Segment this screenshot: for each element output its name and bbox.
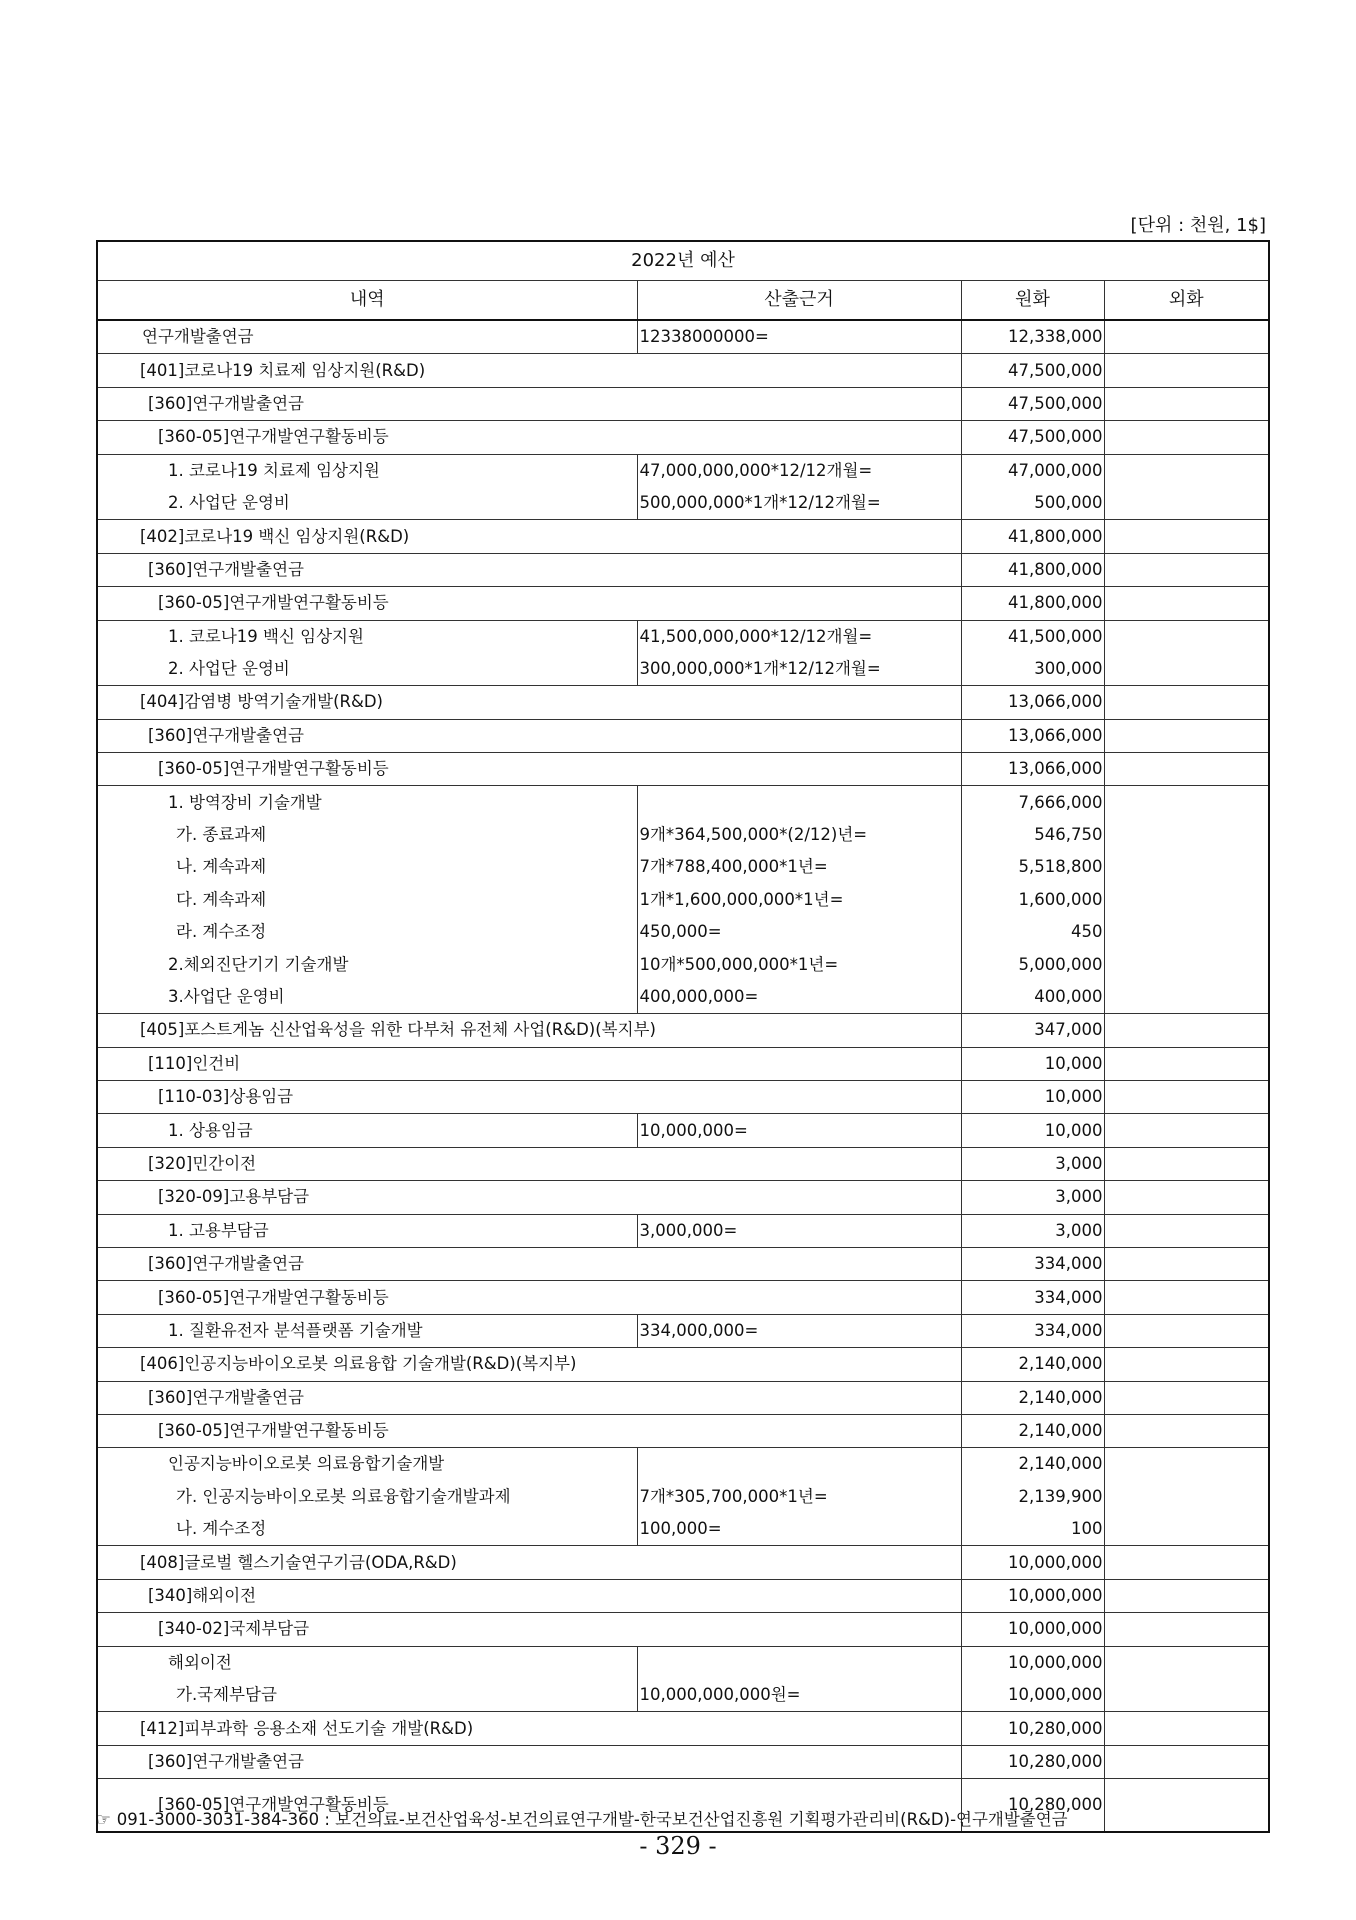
row-item: 가. 종료과제	[97, 819, 637, 851]
row-foreign	[1104, 1481, 1269, 1513]
table-row	[97, 1047, 1269, 1080]
table-row	[97, 851, 1269, 883]
row-krw: 3,000	[961, 1147, 1104, 1180]
row-basis: 10,000,000,000원=	[637, 1679, 961, 1712]
row-item: [360-05]연구개발연구활동비등	[97, 1779, 961, 1833]
table-row	[97, 1546, 1269, 1579]
row-item: [412]피부과학 응용소재 선도기술 개발(R&D)	[97, 1712, 961, 1745]
row-foreign	[1104, 487, 1269, 520]
row-basis: 100,000=	[637, 1513, 961, 1546]
row-foreign	[1104, 981, 1269, 1014]
row-foreign	[1104, 1679, 1269, 1712]
row-foreign	[1104, 354, 1269, 387]
row-foreign	[1104, 719, 1269, 752]
row-item: [401]코로나19 치료제 임상지원(R&D)	[97, 354, 961, 387]
row-krw: 2,140,000	[961, 1414, 1104, 1447]
row-item: [360]연구개발출연금	[97, 719, 961, 752]
row-basis: 1개*1,600,000,000*1년=	[637, 884, 961, 916]
table-row	[97, 1247, 1269, 1280]
unit-label: [단위 : 천원, 1$]	[1130, 215, 1266, 236]
budget-table	[96, 240, 1270, 1833]
table-row	[97, 1712, 1269, 1745]
header-basis: 산출근거	[637, 281, 961, 321]
row-krw: 2,140,000	[961, 1348, 1104, 1381]
row-foreign	[1104, 587, 1269, 620]
row-basis: 10,000,000=	[637, 1114, 961, 1147]
table-body	[97, 320, 1269, 1832]
table-row	[97, 320, 1269, 354]
row-basis: 7개*305,700,000*1년=	[637, 1481, 961, 1513]
row-krw: 2,140,000	[961, 1448, 1104, 1481]
row-foreign	[1104, 1414, 1269, 1447]
row-foreign	[1104, 387, 1269, 420]
row-krw: 400,000	[961, 981, 1104, 1014]
row-foreign	[1104, 686, 1269, 719]
row-foreign	[1104, 1513, 1269, 1546]
row-foreign	[1104, 1546, 1269, 1579]
table-row	[97, 1513, 1269, 1546]
row-item: 1. 방역장비 기술개발	[97, 786, 637, 819]
row-basis	[637, 1448, 961, 1481]
row-foreign	[1104, 1579, 1269, 1612]
table-row	[97, 686, 1269, 719]
row-krw: 5,000,000	[961, 948, 1104, 980]
row-basis: 47,000,000,000*12/12개월=	[637, 454, 961, 487]
row-krw: 10,000	[961, 1047, 1104, 1080]
row-basis: 300,000,000*1개*12/12개월=	[637, 653, 961, 686]
row-krw: 47,000,000	[961, 454, 1104, 487]
row-basis	[637, 1646, 961, 1679]
table-row	[97, 487, 1269, 520]
row-item: 3.사업단 운영비	[97, 981, 637, 1014]
table-title: 2022년 예산	[97, 241, 1269, 281]
table-row	[97, 1448, 1269, 1481]
row-item: [360-05]연구개발연구활동비등	[97, 421, 961, 454]
row-item: 1. 코로나19 백신 임상지원	[97, 620, 637, 653]
row-item: [360-05]연구개발연구활동비등	[97, 753, 961, 786]
row-basis: 9개*364,500,000*(2/12)년=	[637, 819, 961, 851]
table-row	[97, 1214, 1269, 1247]
table-row	[97, 354, 1269, 387]
row-item: [360]연구개발출연금	[97, 553, 961, 586]
row-foreign	[1104, 1247, 1269, 1280]
row-item: [360]연구개발출연금	[97, 1247, 961, 1280]
row-krw: 12,338,000	[961, 320, 1104, 354]
table-row	[97, 520, 1269, 553]
table-row	[97, 1646, 1269, 1679]
row-krw: 41,800,000	[961, 587, 1104, 620]
row-foreign	[1104, 1047, 1269, 1080]
table-row	[97, 1745, 1269, 1778]
table-row	[97, 719, 1269, 752]
row-item: 2. 사업단 운영비	[97, 487, 637, 520]
row-krw: 300,000	[961, 653, 1104, 686]
row-krw: 1,600,000	[961, 884, 1104, 916]
table-row	[97, 454, 1269, 487]
row-item: [340]해외이전	[97, 1579, 961, 1612]
row-item: [404]감염병 방역기술개발(R&D)	[97, 686, 961, 719]
row-item: [340-02]국제부담금	[97, 1613, 961, 1646]
row-item: 라. 계수조정	[97, 916, 637, 948]
row-krw: 7,666,000	[961, 786, 1104, 819]
row-item: 1. 질환유전자 분석플랫폼 기술개발	[97, 1314, 637, 1347]
row-foreign	[1104, 1114, 1269, 1147]
row-foreign	[1104, 320, 1269, 354]
row-item: 연구개발출연금	[97, 320, 637, 354]
row-foreign	[1104, 1779, 1269, 1833]
row-item: [110]인건비	[97, 1047, 961, 1080]
page-number: - 329 -	[639, 1832, 717, 1860]
row-foreign	[1104, 948, 1269, 980]
row-basis: 334,000,000=	[637, 1314, 961, 1347]
row-krw: 10,000,000	[961, 1613, 1104, 1646]
row-krw: 47,500,000	[961, 387, 1104, 420]
row-krw: 347,000	[961, 1014, 1104, 1047]
header-foreign: 외화	[1104, 281, 1269, 321]
row-item: [360]연구개발출연금	[97, 1745, 961, 1778]
table-row	[97, 1414, 1269, 1447]
row-item: [360-05]연구개발연구활동비등	[97, 1281, 961, 1314]
table-row	[97, 753, 1269, 786]
row-item: [320-09]고용부담금	[97, 1181, 961, 1214]
footnote-text: 091-3000-3031-384-360 : 보건의료-보건산업육성-보건의료연구개발-한국보건산업진흥원 기획평가관리비(R&D)-연구개발출연금	[116, 1810, 1068, 1829]
row-item: 해외이전	[97, 1646, 637, 1679]
row-item: 나. 계수조정	[97, 1513, 637, 1546]
row-krw: 10,280,000	[961, 1779, 1104, 1833]
row-foreign	[1104, 753, 1269, 786]
pointing-hand-icon: ☞	[96, 1810, 111, 1829]
row-item: 가.국제부담금	[97, 1679, 637, 1712]
row-krw: 3,000	[961, 1214, 1104, 1247]
row-krw: 41,800,000	[961, 553, 1104, 586]
table-row	[97, 1014, 1269, 1047]
row-basis: 12338000000=	[637, 320, 961, 354]
table-row	[97, 653, 1269, 686]
row-basis	[637, 786, 961, 819]
row-item: 인공지능바이오로봇 의료융합기술개발	[97, 1448, 637, 1481]
row-krw: 334,000	[961, 1281, 1104, 1314]
footnote	[96, 1806, 1068, 1830]
row-foreign	[1104, 1381, 1269, 1414]
table-row	[97, 1579, 1269, 1612]
row-krw: 13,066,000	[961, 719, 1104, 752]
row-item: 2. 사업단 운영비	[97, 653, 637, 686]
row-krw: 334,000	[961, 1314, 1104, 1347]
row-krw: 500,000	[961, 487, 1104, 520]
row-foreign	[1104, 1281, 1269, 1314]
row-krw: 41,500,000	[961, 620, 1104, 653]
table-row	[97, 1147, 1269, 1180]
row-krw: 13,066,000	[961, 686, 1104, 719]
row-foreign	[1104, 786, 1269, 819]
row-krw: 10,000,000	[961, 1679, 1104, 1712]
row-krw: 41,800,000	[961, 520, 1104, 553]
table-row	[97, 553, 1269, 586]
row-foreign	[1104, 553, 1269, 586]
table-row	[97, 1114, 1269, 1147]
row-foreign	[1104, 454, 1269, 487]
table-row	[97, 1181, 1269, 1214]
row-foreign	[1104, 1214, 1269, 1247]
table-row	[97, 1613, 1269, 1646]
row-krw: 334,000	[961, 1247, 1104, 1280]
row-basis: 3,000,000=	[637, 1214, 961, 1247]
row-krw: 10,000	[961, 1080, 1104, 1113]
table-row	[97, 981, 1269, 1014]
row-krw: 450	[961, 916, 1104, 948]
row-foreign	[1104, 653, 1269, 686]
row-foreign	[1104, 1745, 1269, 1778]
row-basis: 10개*500,000,000*1년=	[637, 948, 961, 980]
row-item: [402]코로나19 백신 임상지원(R&D)	[97, 520, 961, 553]
row-foreign	[1104, 1448, 1269, 1481]
row-krw: 546,750	[961, 819, 1104, 851]
row-krw: 3,000	[961, 1181, 1104, 1214]
row-foreign	[1104, 1613, 1269, 1646]
row-foreign	[1104, 1181, 1269, 1214]
row-krw: 10,000	[961, 1114, 1104, 1147]
table-row	[97, 1080, 1269, 1113]
table-row	[97, 421, 1269, 454]
table-row	[97, 1314, 1269, 1347]
row-item: 2.체외진단기기 기술개발	[97, 948, 637, 980]
row-item: [360]연구개발출연금	[97, 1381, 961, 1414]
row-basis: 41,500,000,000*12/12개월=	[637, 620, 961, 653]
row-foreign	[1104, 620, 1269, 653]
row-basis: 7개*788,400,000*1년=	[637, 851, 961, 883]
row-item: [360-05]연구개발연구활동비등	[97, 1414, 961, 1447]
row-item: 1. 상용임금	[97, 1114, 637, 1147]
row-foreign	[1104, 1314, 1269, 1347]
header-item: 내역	[97, 281, 637, 321]
row-item: 가. 인공지능바이오로봇 의료융합기술개발과제	[97, 1481, 637, 1513]
row-krw: 100	[961, 1513, 1104, 1546]
row-item: [360]연구개발출연금	[97, 387, 961, 420]
row-krw: 47,500,000	[961, 354, 1104, 387]
row-item: 다. 계속과제	[97, 884, 637, 916]
table-row	[97, 819, 1269, 851]
row-krw: 2,139,900	[961, 1481, 1104, 1513]
row-foreign	[1104, 520, 1269, 553]
table-row	[97, 786, 1269, 819]
row-krw: 5,518,800	[961, 851, 1104, 883]
row-item: 1. 코로나19 치료제 임상지원	[97, 454, 637, 487]
row-foreign	[1104, 916, 1269, 948]
row-foreign	[1104, 1014, 1269, 1047]
row-foreign	[1104, 1080, 1269, 1113]
row-foreign	[1104, 884, 1269, 916]
row-foreign	[1104, 1712, 1269, 1745]
table-row	[97, 587, 1269, 620]
row-item: [360-05]연구개발연구활동비등	[97, 587, 961, 620]
row-foreign	[1104, 1147, 1269, 1180]
row-krw: 10,000,000	[961, 1646, 1104, 1679]
table-row	[97, 884, 1269, 916]
row-krw: 10,000,000	[961, 1579, 1104, 1612]
row-item: [110-03]상용임금	[97, 1080, 961, 1113]
row-item: 나. 계속과제	[97, 851, 637, 883]
row-foreign	[1104, 1646, 1269, 1679]
row-krw: 10,000,000	[961, 1546, 1104, 1579]
row-item: [408]글로벌 헬스기술연구기금(ODA,R&D)	[97, 1546, 961, 1579]
table-row	[97, 1348, 1269, 1381]
table-row	[97, 1481, 1269, 1513]
table-row	[97, 948, 1269, 980]
row-basis: 500,000,000*1개*12/12개월=	[637, 487, 961, 520]
row-foreign	[1104, 851, 1269, 883]
table-row	[97, 620, 1269, 653]
row-item: [320]민간이전	[97, 1147, 961, 1180]
row-basis: 450,000=	[637, 916, 961, 948]
row-foreign	[1104, 1348, 1269, 1381]
row-krw: 2,140,000	[961, 1381, 1104, 1414]
row-foreign	[1104, 421, 1269, 454]
row-krw: 10,280,000	[961, 1712, 1104, 1745]
row-item: [406]인공지능바이오로봇 의료융합 기술개발(R&D)(복지부)	[97, 1348, 961, 1381]
row-item: 1. 고용부담금	[97, 1214, 637, 1247]
table-row	[97, 916, 1269, 948]
table-row	[97, 387, 1269, 420]
row-basis: 400,000,000=	[637, 981, 961, 1014]
row-krw: 13,066,000	[961, 753, 1104, 786]
header-krw: 원화	[961, 281, 1104, 321]
table-row	[97, 1381, 1269, 1414]
table-row	[97, 1679, 1269, 1712]
row-krw: 10,280,000	[961, 1745, 1104, 1778]
table-row	[97, 1281, 1269, 1314]
row-foreign	[1104, 819, 1269, 851]
row-krw: 47,500,000	[961, 421, 1104, 454]
row-item: [405]포스트게놈 신산업육성을 위한 다부처 유전체 사업(R&D)(복지부)	[97, 1014, 961, 1047]
